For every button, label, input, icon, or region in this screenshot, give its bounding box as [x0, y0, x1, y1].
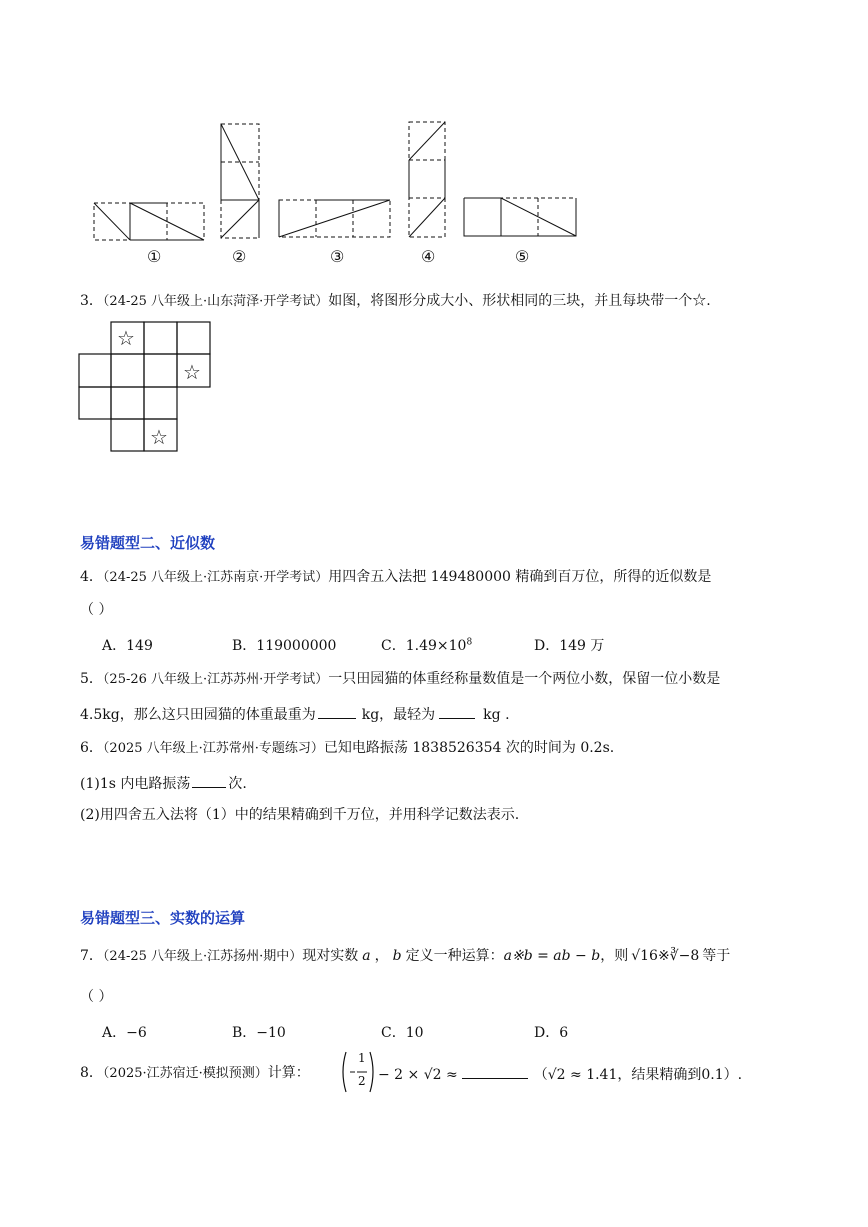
answer-paren: （ ） [80, 602, 113, 618]
option-d[interactable] [534, 1022, 568, 1042]
option-d[interactable] [534, 635, 604, 655]
question-6-part-1 [80, 773, 247, 793]
math-variable: a [362, 948, 371, 964]
option-label: D． [534, 638, 560, 654]
option-label: D． [534, 1025, 560, 1041]
option-value: −6 [126, 1025, 147, 1041]
question-text: 4.5kg，那么这只田园猫的体重最重为 [80, 707, 316, 723]
shape-2 [221, 124, 259, 238]
question-text: 如图，将图形分成大小、形状相同的三块，并且每块带一个☆. [328, 293, 711, 309]
shape-3 [279, 200, 390, 237]
question-7 [80, 947, 730, 966]
question-source: （2025 八年级上·江苏常州·专题练习） [102, 741, 324, 756]
question-text: 用四舍五入法把 149480000 精确到百万位，所得的近似数是 [328, 569, 712, 585]
question-4 [80, 568, 711, 587]
option-c[interactable] [381, 635, 472, 655]
question-text: 定义一种运算： [405, 948, 504, 964]
option-value: 149 [126, 638, 153, 654]
option-value: 6 [559, 1025, 569, 1041]
question-number: 5． [80, 671, 103, 687]
option-a[interactable] [102, 1022, 147, 1042]
question-source: （24-25 八年级上·江苏扬州·期中） [102, 949, 303, 964]
question-5-line-2 [80, 704, 510, 724]
answer-blank[interactable] [462, 1064, 528, 1079]
option-value: 119000000 [256, 638, 337, 654]
option-label: B． [232, 638, 257, 654]
question-hint: （√2 ≈ 1.41，结果精确到0.1）. [533, 1067, 743, 1083]
question-source: （25-26 八年级上·江苏苏州·开学考试） [102, 672, 329, 687]
section-heading: 易错题型二、近似数 [80, 534, 216, 552]
math-expression: − 2 × √2 ≈ [378, 1067, 458, 1083]
question-text: 一只田园猫的体重经称量数值是一个两位小数，保留一位小数是 [328, 671, 721, 687]
option-label: A． [102, 638, 127, 654]
question-6 [80, 739, 614, 758]
question-source: （24-25 八年级上·江苏南京·开学考试） [102, 570, 329, 585]
question-text: kg . [483, 707, 510, 723]
question-text: kg，最轻为 [361, 707, 436, 723]
option-label: C． [381, 1025, 406, 1041]
math-formula: a※b = ab − b [503, 948, 601, 964]
fraction-denominator: 2 [358, 1074, 366, 1088]
figure-label-2: ② [232, 247, 247, 266]
question-number: 7． [80, 948, 103, 964]
fraction-numerator: 1 [358, 1051, 366, 1065]
question-text: 计算： [267, 1065, 310, 1081]
question-3 [80, 292, 711, 311]
math-expression: √16※∛−8 [631, 948, 700, 964]
answer-blank-min[interactable] [439, 704, 475, 719]
option-c[interactable] [381, 1022, 424, 1042]
figure-label-4: ④ [421, 247, 436, 266]
question-number: 3． [80, 293, 103, 309]
question-source: （2025·江苏宿迁·模拟预测） [102, 1066, 268, 1081]
option-label: A． [102, 1025, 127, 1041]
question-text: (1)1s 内电路振荡 [80, 776, 191, 792]
question-number: 6． [80, 740, 103, 756]
figure-label-5: ⑤ [515, 247, 530, 266]
option-value: 10 [405, 1025, 424, 1041]
question-6-part-2: (2)用四舍五入法将（1）中的结果精确到千万位，并用科学记数法表示. [80, 807, 520, 823]
question-number: 4． [80, 569, 103, 585]
question-5 [80, 670, 720, 689]
question-8-tail [378, 1064, 742, 1084]
question-text: ， [374, 948, 389, 964]
figure-label-1: ① [147, 247, 162, 266]
answer-blank-max[interactable] [318, 704, 356, 719]
question-source: （24-25 八年级上·山东菏泽·开学考试） [102, 294, 329, 309]
question-text: 次. [228, 776, 247, 792]
option-exponent: 8 [466, 637, 473, 648]
question-text: 等于 [702, 948, 731, 964]
question-text: 现对实数 [302, 948, 359, 964]
option-value: 149 万 [559, 638, 605, 654]
star-icon: ☆ [117, 326, 135, 350]
answer-paren: （ ） [80, 989, 113, 1005]
shape-5 [464, 198, 576, 236]
star-grid-figure [78, 321, 212, 453]
option-label: C． [381, 638, 406, 654]
section-heading: 易错题型三、实数的运算 [80, 909, 246, 927]
shape-1 [94, 203, 204, 240]
answer-blank[interactable] [192, 773, 226, 788]
math-variable: b [392, 948, 402, 964]
option-label: B． [232, 1025, 257, 1041]
option-value: −10 [256, 1025, 286, 1041]
question-text: ，则 [600, 948, 629, 964]
option-b[interactable] [232, 1022, 286, 1042]
shape-4 [409, 122, 445, 237]
star-icon: ☆ [150, 425, 168, 449]
figure-label-3: ③ [330, 247, 345, 266]
question-8 [80, 1064, 310, 1083]
question-text: 已知电路振荡 1838526354 次的时间为 0.2s. [323, 740, 615, 756]
option-b[interactable] [232, 635, 336, 655]
star-icon: ☆ [183, 360, 201, 384]
option-a[interactable] [102, 635, 153, 655]
option-value: 1.49×10 [405, 638, 467, 654]
question-number: 8． [80, 1065, 103, 1081]
